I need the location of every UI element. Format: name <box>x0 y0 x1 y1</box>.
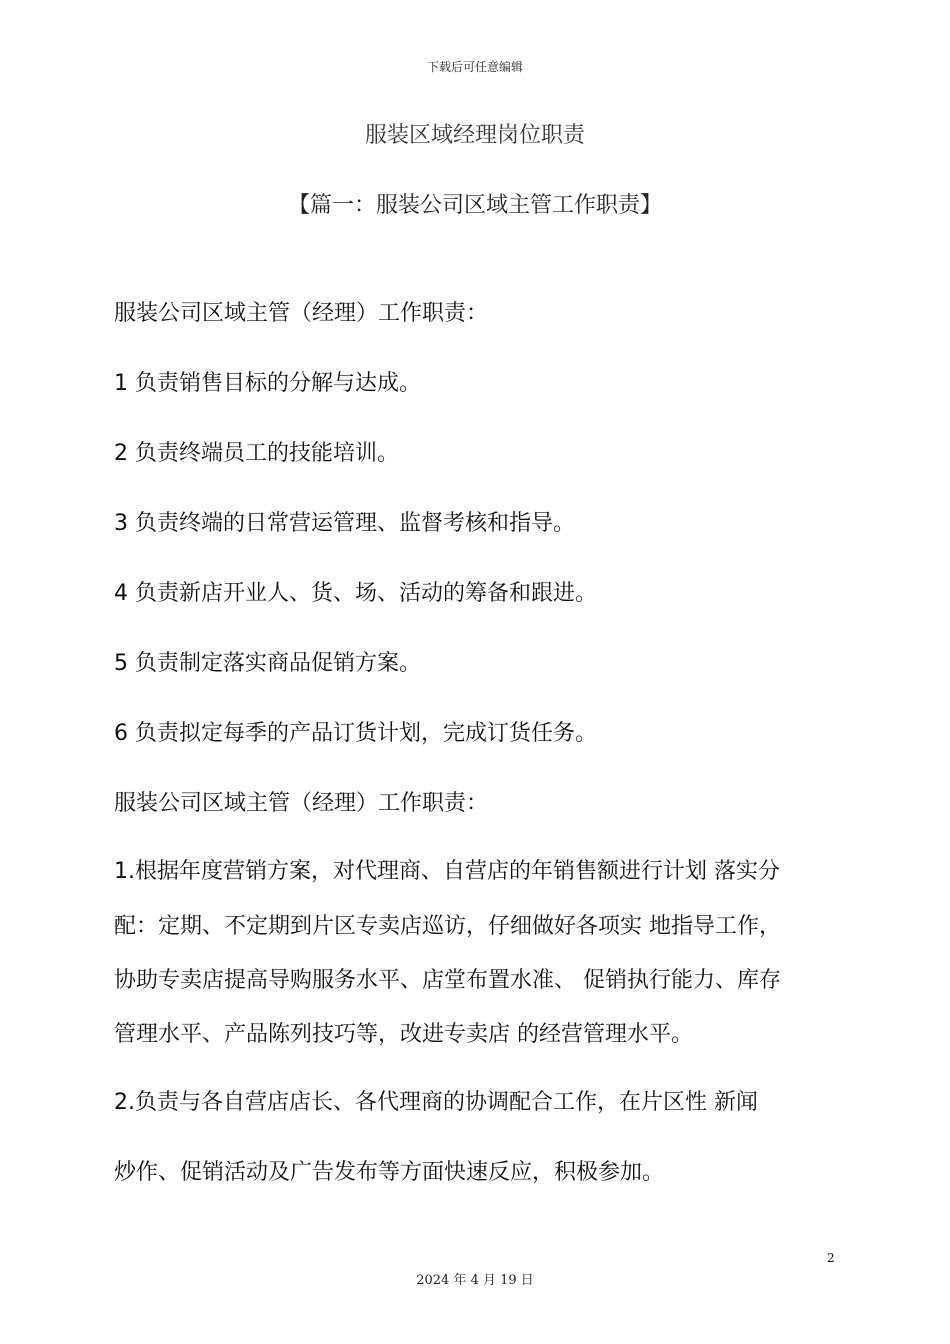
body-line: 6 负责拟定每季的产品订货计划，完成订货任务。 <box>114 721 597 746</box>
body-line: 协助专卖店提高导购服务水平、店堂布置水准、 促销执行能力、库存 <box>114 968 781 993</box>
document-title: 服装区域经理岗位职责 <box>364 123 585 148</box>
body-line: 2 负责终端员工的技能培训。 <box>114 441 399 466</box>
body-line: 服装公司区域主管（经理）工作职责： <box>114 301 489 326</box>
section-heading: 【篇一：服装公司区域主管工作职责】 <box>287 193 662 218</box>
body-line: 3 负责终端的日常营运管理、监督考核和指导。 <box>114 511 575 536</box>
body-line: 服装公司区域主管（经理）工作职责： <box>114 791 489 816</box>
body-line: 5 负责制定落实商品促销方案。 <box>114 651 421 676</box>
body-line: 炒作、促销活动及广告发布等方面快速反应，积极参加。 <box>114 1160 665 1185</box>
footer-date: 2024 年 4 月 19 日 <box>416 1273 534 1288</box>
header-note: 下载后可任意编辑 <box>426 60 523 74</box>
page-number: 2 <box>827 1251 835 1265</box>
body-line: 管理水平、产品陈列技巧等，改进专卖店 的经营管理水平。 <box>114 1022 693 1047</box>
body-line: 配：定期、不定期到片区专卖店巡访，仔细做好各项实 地指导工作， <box>114 914 781 939</box>
body-line: 1.根据年度营销方案，对代理商、自营店的年销售额进行计划 落实分 <box>114 859 780 884</box>
body-line: 4 负责新店开业人、货、场、活动的筹备和跟进。 <box>114 581 597 606</box>
body-line: 1 负责销售目标的分解与达成。 <box>114 371 421 396</box>
body-line: 2.负责与各自营店店长、各代理商的协调配合工作，在片区性 新闻 <box>114 1090 758 1115</box>
